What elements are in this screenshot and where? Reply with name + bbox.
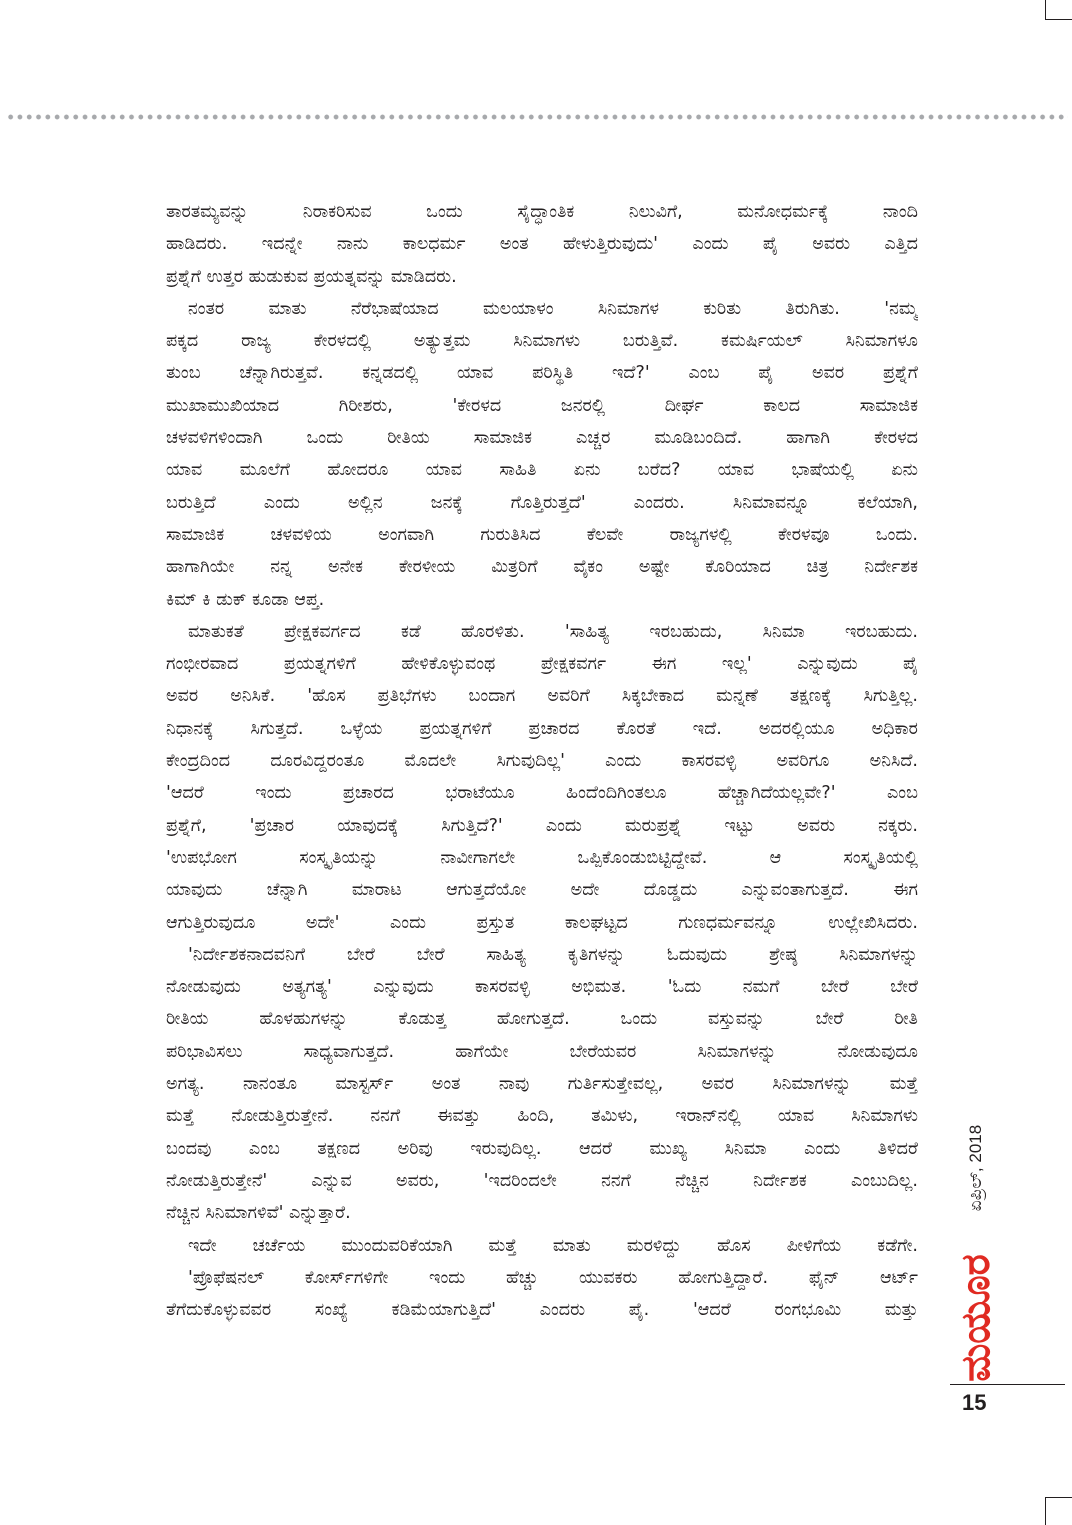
- text-line: ಕೇಂದ್ರದಿಂದ ದೂರವಿದ್ದರಂತೂ ಮೊದಲೇ ಸಿಗುವುದಿಲ್ಲ' ಎಂದು ಕಾಸರವಳ್ಳಿ ಅವರಿಗೂ ಅನಿಸಿದೆ.: [166, 751, 918, 772]
- text-line: ನೋಡುವುದು ಅತ್ಯಗತ್ಯ' ಎನ್ನುವುದು ಕಾಸರವಳ್ಳಿ ಅಭಿಮತ. 'ಓದು ನಮಗೆ ಬೇರೆ ಬೇರೆ: [166, 977, 918, 998]
- text-line: ಯಾವುದು ಚೆನ್ನಾಗಿ ಮಾರಾಟ ಆಗುತ್ತದೆಯೋ ಅದೇ ದೊಡ್ಡದು ಎನ್ನುವಂತಾಗುತ್ತದೆ. ಈಗ: [166, 880, 918, 901]
- text-line: ನಂತರ ಮಾತು ನೆರೆಭಾಷೆಯಾದ ಮಲಯಾಳಂ ಸಿನಿಮಾಗಳ ಕುರಿತು ತಿರುಗಿತು. 'ನಮ್ಮ: [188, 298, 918, 319]
- text-line: 'ಆದರೆ ಇಂದು ಪ್ರಚಾರದ ಭರಾಟೆಯೂ ಹಿಂದೆಂದಿಗಿಂತಲೂ ಹೆಚ್ಚಾಗಿದೆಯಲ್ಲವೇ?' ಎಂಬ: [166, 783, 918, 804]
- folio-rule: [950, 1384, 1065, 1385]
- text-line: ಪ್ರಶ್ನೆಗೆ, 'ಪ್ರಚಾರ ಯಾವುದಕ್ಕೆ ಸಿಗುತ್ತಿದೆ?' ಎಂದು ಮರುಪ್ರಶ್ನೆ ಇಟ್ಟು ಅವರು ನಕ್ಕರು.: [166, 815, 918, 836]
- text-line: ತುಂಬ ಚೆನ್ನಾಗಿರುತ್ತವೆ. ಕನ್ನಡದಲ್ಲಿ ಯಾವ ಪರಿಸ್ಥಿತಿ ಇದೆ?' ಎಂಬ ಪೈ ಅವರ ಪ್ರಶ್ನೆಗೆ: [166, 363, 918, 384]
- text-line: ಗಂಭೀರವಾದ ಪ್ರಯತ್ನಗಳಿಗೆ ಹೇಳಿಕೊಳ್ಳುವಂಥ ಪ್ರೇಕ್ಷಕವರ್ಗ ಈಗ ಇಲ್ಲ' ಎನ್ನುವುದು ಪೈ: [166, 654, 918, 675]
- text-line: 'ಉಪಭೋಗ ಸಂಸ್ಕೃತಿಯನ್ನು ನಾವೀಗಾಗಲೇ ಒಪ್ಪಿಕೊಂಡುಬಿಟ್ಟಿದ್ದೇವೆ. ಆ ಸಂಸ್ಕೃತಿಯಲ್ಲಿ: [166, 847, 918, 868]
- text-line: ಪ್ರಶ್ನೆಗೆ ಉತ್ತರ ಹುಡುಕುವ ಪ್ರಯತ್ನವನ್ನು ಮಾಡಿದರು.: [166, 266, 457, 287]
- issue-date: ಏಪ್ರಿಲ್, 2018: [966, 1124, 985, 1212]
- text-line: ತಾರತಮ್ಯವನ್ನು ನಿರಾಕರಿಸುವ ಒಂದು ಸೈದ್ಧಾಂತಿಕ ನಿಲುವಿಗೆ, ಮನೋಧರ್ಮಕ್ಕೆ ನಾಂದಿ: [166, 202, 918, 222]
- text-line: ಅಗತ್ಯ. ನಾನಂತೂ ಮಾಸ್ಟರ್ಸ್ ಅಂತ ನಾವು ಗುರ್ತಿಸುತ್ತೇವಲ್ಲ, ಅವರ ಸಿನಿಮಾಗಳನ್ನು ಮತ್ತೆ: [166, 1074, 918, 1095]
- page-number: 15: [962, 1390, 987, 1415]
- article-body: [166, 196, 918, 1326]
- text-line: ಆಗುತ್ತಿರುವುದೂ ಅದೇ' ಎಂದು ಪ್ರಸ್ತುತ ಕಾಲಘಟ್ಟದ ಗುಣಧರ್ಮವನ್ನೂ ಉಲ್ಲೇಖಿಸಿದರು.: [166, 912, 918, 933]
- text-line: ಮುಖಾಮುಖಿಯಾದ ಗಿರೀಶರು, 'ಕೇರಳದ ಜನರಲ್ಲಿ ದೀರ್ಘ ಕಾಲದ ಸಾಮಾಜಿಕ: [166, 395, 918, 416]
- text-line: ಯಾವ ಮೂಲೆಗೆ ಹೋದರೂ ಯಾವ ಸಾಹಿತಿ ಏನು ಬರೆದ? ಯಾವ ಭಾಷೆಯಲ್ಲಿ ಏನು: [166, 460, 918, 481]
- text-line: 'ಪ್ರೊಫೆಷನಲ್ ಕೋರ್ಸ್‌ಗಳಿಗೇ ಇಂದು ಹೆಚ್ಚು ಯುವಕರು ಹೋಗುತ್ತಿದ್ದಾರೆ. ಫೈನ್ ಆರ್ಟ್: [188, 1267, 918, 1288]
- crop-mark-bottom-right-horizontal: [1045, 1497, 1072, 1498]
- crop-mark-top-right-horizontal: [1045, 19, 1072, 20]
- text-line: ಅವರ ಅನಿಸಿಕೆ. 'ಹೊಸ ಪ್ರತಿಭೆಗಳು ಬಂದಾಗ ಅವರಿಗೆ ಸಿಕ್ಕಬೇಕಾದ ಮನ್ನಣೆ ತಕ್ಷಣಕ್ಕೆ ಸಿಗುತ್ತಿಲ್ಲ.: [166, 686, 918, 707]
- dotted-header-rule: [6, 114, 1068, 120]
- text-line: ಚಳವಳಿಗಳಿಂದಾಗಿ ಒಂದು ರೀತಿಯ ಸಾಮಾಜಿಕ ಎಚ್ಚರ ಮೂಡಿಬಂದಿದೆ. ಹಾಗಾಗಿ ಕೇರಳದ: [166, 428, 918, 449]
- magazine-logo: ಮಯೂರ: [953, 1254, 999, 1382]
- text-line: ಹಾಡಿದರು. ಇದನ್ನೇ ನಾನು ಕಾಲಧರ್ಮ ಅಂತ ಹೇಳುತ್ತಿರುವುದು' ಎಂದು ಪೈ ಅವರು ಎತ್ತಿದ: [166, 234, 918, 255]
- text-line: ರೀತಿಯ ಹೊಳಹುಗಳನ್ನು ಕೊಡುತ್ತ ಹೋಗುತ್ತದೆ. ಒಂದು ವಸ್ತುವನ್ನು ಬೇರೆ ರೀತಿ: [166, 1009, 918, 1030]
- text-line: ಪರಿಭಾವಿಸಲು ಸಾಧ್ಯವಾಗುತ್ತದೆ. ಹಾಗೆಯೇ ಬೇರೆಯವರ ಸಿನಿಮಾಗಳನ್ನು ನೋಡುವುದೂ: [166, 1041, 918, 1062]
- text-line: 'ನಿರ್ದೇಶಕನಾದವನಿಗೆ ಬೇರೆ ಬೇರೆ ಸಾಹಿತ್ಯ ಕೃತಿಗಳನ್ನು ಓದುವುದು ಶ್ರೇಷ್ಠ ಸಿನಿಮಾಗಳನ್ನು: [188, 944, 918, 965]
- text-line: ತೆಗೆದುಕೊಳ್ಳುವವರ ಸಂಖ್ಯೆ ಕಡಿಮೆಯಾಗುತ್ತಿದೆ' ಎಂದರು ಪೈ. 'ಆದರೆ ರಂಗಭೂಮಿ ಮತ್ತು: [166, 1300, 918, 1321]
- text-line: ಹಾಗಾಗಿಯೇ ನನ್ನ ಅನೇಕ ಕೇರಳೀಯ ಮಿತ್ರರಿಗೆ ವೈಕಂ ಅಷ್ಟೇ ಕೊರಿಯಾದ ಚಿತ್ರ ನಿರ್ದೇಶಕ: [166, 557, 918, 578]
- text-line: ನೆಚ್ಚಿನ ಸಿನಿಮಾಗಳಿವೆ' ಎನ್ನುತ್ತಾರೆ.: [166, 1203, 351, 1224]
- text-line: ಬರುತ್ತಿದೆ ಎಂದು ಅಲ್ಲಿನ ಜನಕ್ಕೆ ಗೊತ್ತಿರುತ್ತದೆ' ಎಂದರು. ಸಿನಿಮಾವನ್ನೂ ಕಲೆಯಾಗಿ,: [166, 492, 918, 513]
- crop-mark-top-right-vertical: [1045, 0, 1046, 20]
- text-line: ಮಾತುಕತೆ ಪ್ರೇಕ್ಷಕವರ್ಗದ ಕಡೆ ಹೊರಳಿತು. 'ಸಾಹಿತ್ಯ ಇರಬಹುದು, ಸಿನಿಮಾ ಇರಬಹುದು.: [188, 621, 918, 642]
- text-line: ಪಕ್ಕದ ರಾಜ್ಯ ಕೇರಳದಲ್ಲಿ ಅತ್ಯುತ್ತಮ ಸಿನಿಮಾಗಳು ಬರುತ್ತಿವೆ. ಕಮರ್ಷಿಯಲ್ ಸಿನಿಮಾಗಳೂ: [166, 331, 918, 352]
- margin-brand: [950, 1108, 1002, 1382]
- crop-mark-bottom-right-vertical: [1045, 1497, 1046, 1525]
- text-line: ಕಿಮ್ ಕಿ ಡುಕ್ ಕೂಡಾ ಆಪ್ತ.: [166, 589, 325, 610]
- text-line: ಸಾಮಾಜಿಕ ಚಳವಳಿಯ ಅಂಗವಾಗಿ ಗುರುತಿಸಿದ ಕೆಲವೇ ರಾಜ್ಯಗಳಲ್ಲಿ ಕೇರಳವೂ ಒಂದು.: [166, 524, 918, 545]
- text-line: ಮತ್ತೆ ನೋಡುತ್ತಿರುತ್ತೇನೆ. ನನಗೆ ಈವತ್ತು ಹಿಂದಿ, ತಮಿಳು, ಇರಾನ್‌ನಲ್ಲಿ ಯಾವ ಸಿನಿಮಾಗಳು: [166, 1106, 918, 1127]
- text-line: ನಿಧಾನಕ್ಕೆ ಸಿಗುತ್ತದೆ. ಒಳ್ಳೆಯ ಪ್ರಯತ್ನಗಳಿಗೆ ಪ್ರಚಾರದ ಕೊರತೆ ಇದೆ. ಅದರಲ್ಲಿಯೂ ಅಧಿಕಾರ: [166, 718, 918, 739]
- text-line: ಬಂದವು ಎಂಬ ತಕ್ಷಣದ ಅರಿವು ಇರುವುದಿಲ್ಲ. ಆದರೆ ಮುಖ್ಯ ಸಿನಿಮಾ ಎಂದು ತಿಳಿದರೆ: [166, 1138, 918, 1159]
- text-line: ನೋಡುತ್ತಿರುತ್ತೇನೆ' ಎನ್ನುವ ಅವರು, 'ಇದರಿಂದಲೇ ನನಗೆ ನೆಚ್ಚಿನ ನಿರ್ದೇಶಕ ಎಂಬುದಿಲ್ಲ.: [166, 1170, 918, 1191]
- text-line: ಇದೇ ಚರ್ಚೆಯ ಮುಂದುವರಿಕೆಯಾಗಿ ಮತ್ತೆ ಮಾತು ಮರಳಿದ್ದು ಹೊಸ ಪೀಳಿಗೆಯ ಕಡೆಗೇ.: [188, 1235, 918, 1256]
